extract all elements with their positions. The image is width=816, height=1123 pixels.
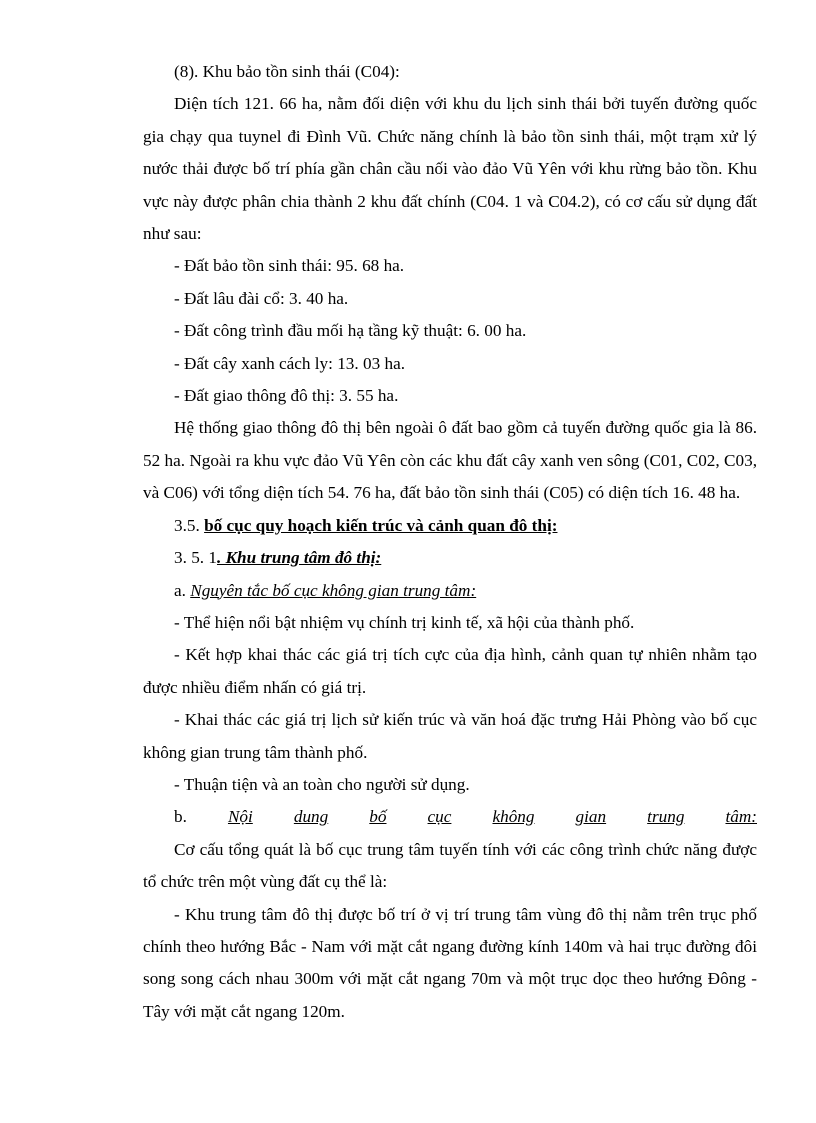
subheading-word: cục — [427, 807, 452, 827]
paragraph-traffic: Hệ thống giao thông đô thị bên ngoài ô đất bao gồm cả tuyến đường quốc gia là 86. 52 ha. Ngoài ra khu vực đảo Vũ Yên còn các khu đất cây xanh ven sông (C01, C02, C03, và C06) với tổng diện tích 54. 76 ha, đất bảo tồn sinh thái (C05) có diện tích 16. 48 ha. — [143, 418, 757, 503]
document-body — [143, 56, 757, 1028]
subheading-word: gian — [575, 807, 607, 827]
section-number: 3. 5. 1 — [174, 548, 217, 568]
paragraph-center: - Khu trung tâm đô thị được bố trí ở vị trí trung tâm vùng đô thị nằm trên trục phố chính theo hướng Bắc - Nam với mặt cắt ngang đường kính 140m và hai trục đường đôi song song cách nhau 300m với mặt cắt ngang 70m và một trục dọc theo hướng Đông - Tây với mặt cắt ngang 120m. — [143, 904, 757, 1021]
section-title: . Khu trung tâm đô thị: — [216, 548, 382, 568]
subheading-prefix: a. — [174, 580, 191, 600]
principle-item: - Khai thác các giá trị lịch sử kiến trúc và văn hoá đặc trưng Hải Phòng vào bố cục không gian trung tâm thành phố. — [143, 710, 757, 762]
principle-item: - Kết hợp khai thác các giá trị tích cực của địa hình, cảnh quan tự nhiên nhằm tạo được nhiều điểm nhấn có giá trị. — [143, 645, 757, 697]
subheading-word: không — [492, 807, 535, 827]
paragraph-structure: Cơ cấu tổng quát là bố cục trung tâm tuyến tính với các công trình chức năng được tổ chức trên một vùng đất cụ thể là: — [143, 839, 757, 892]
subheading-a — [143, 575, 757, 607]
subheading-word: tâm: — [725, 807, 757, 827]
section-heading-3-5-1 — [143, 542, 757, 574]
subheading-word: bố — [369, 807, 387, 827]
paragraph-c04: Diện tích 121. 66 ha, nằm đối diện với khu du lịch sinh thái bởi tuyến đường quốc gia chạy qua tuynel đi Đình Vũ. Chức năng chính là bảo tồn sinh thái, một trạm xử lý nước thải được bố trí phía gần chân cầu nối vào đảo Vũ Yên với khu rừng bảo tồn. Khu vực này được phân chia thành 2 khu đất chính (C04. 1 và C04.2), có cơ cấu sử dụng đất như sau: — [143, 94, 757, 244]
subheading-prefix: b. — [174, 807, 187, 827]
land-use-item: - Đất cây xanh cách ly: 13. 03 ha. — [174, 353, 405, 373]
subheading-word: dung — [293, 807, 329, 827]
land-use-item: - Đất công trình đầu mối hạ tầng kỹ thuật: 6. 00 ha. — [174, 321, 527, 341]
land-use-item: - Đất lâu đài cổ: 3. 40 ha. — [174, 288, 349, 308]
heading-c04: (8). Khu bảo tồn sinh thái (C04): — [174, 62, 400, 81]
subheading-word: trung — [647, 807, 685, 827]
principle-item: - Thể hiện nổi bật nhiệm vụ chính trị kinh tế, xã hội của thành phố. — [174, 612, 635, 632]
subheading-b — [143, 801, 757, 833]
land-use-item: - Đất giao thông đô thị: 3. 55 ha. — [174, 386, 399, 406]
principle-item: - Thuận tiện và an toàn cho người sử dụng. — [174, 774, 470, 794]
section-title: bố cục quy hoạch kiến trúc và cảnh quan đô thị: — [204, 515, 558, 535]
land-use-item: - Đất bảo tồn sinh thái: 95. 68 ha. — [174, 256, 405, 276]
section-number: 3.5. — [174, 515, 205, 535]
section-heading-3-5 — [143, 510, 757, 542]
subheading-word: Nội — [227, 807, 253, 827]
subheading-title: Nguyên tắc bố cục không gian trung tâm: — [190, 580, 477, 600]
